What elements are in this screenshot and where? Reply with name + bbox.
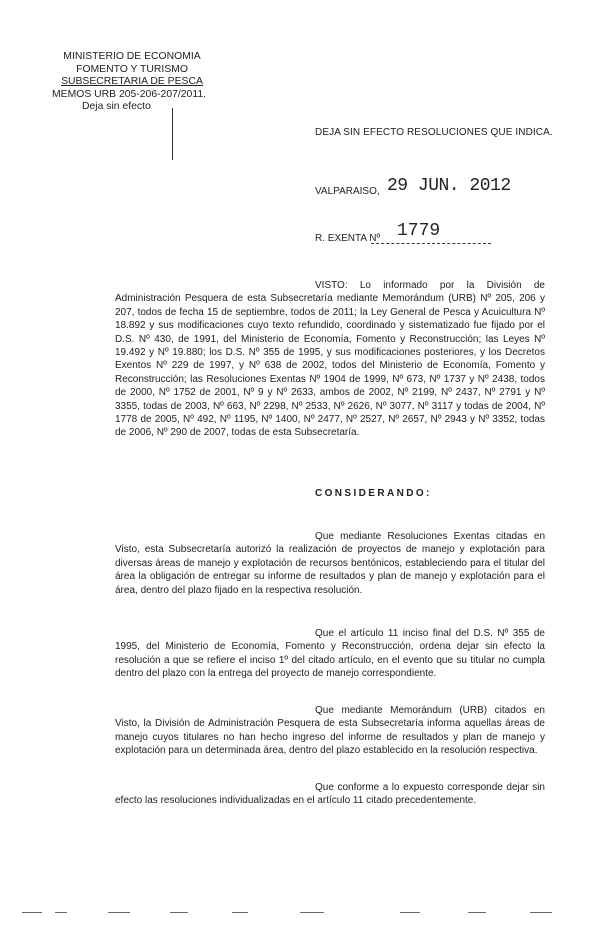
memo-note: Deja sin efecto [82, 101, 151, 113]
visto-paragraph: VISTO: Lo informado por la División de Administración Pesquera de esta Subsecretaría mediante Memorándum (URB) Nº 205, 206 y 207, todos de fecha 15 de septiembre, todos de 2011; la Ley General de Pesca y Acuicultura Nº 18.892 y sus modificaciones cuyo texto refundido, coordinado y sistematizado fue fijado por el D.S. Nº 430, de 1991, del Ministerio de Economía, Fomento y Reconstrucción; las Leyes Nº 19.492 y Nº 19.880; los D.S. Nº 355 de 1995, y sus modificaciones posteriores, y los Decretos Exentos Nº 229 de 1997, y Nº 638 de 2002, todos del Ministerio de Economía, Fomento y Reconstrucción; las Resoluciones Exentas Nº 1904 de 1999, Nº 673, Nº 1737 y Nº 2438, todos de 2000, Nº 1752 de 2001, Nº 9 y Nº 2633, ambos de 2002, Nº 2199, Nº 2437, Nº 2791 y Nº 3355, todas de 2003, Nº 663, Nº 2298, Nº 2533, Nº 2626, Nº 3077, Nº 3117 y todas de 2004, Nº 1778 de 2005, Nº 492, Nº 1195, Nº 1400, Nº 2477, Nº 2527, Nº 2657, Nº 2943 y Nº 3352, todas de 2006, Nº 290 de 2007, todas de esta Subsecretaría. [115, 280, 545, 439]
footer-scan-mark [232, 912, 248, 913]
footer-scan-mark [400, 912, 420, 913]
letterhead [52, 51, 212, 114]
considerando-heading: CONSIDERANDO: [315, 488, 432, 499]
ministry-subtitle: FOMENTO Y TURISMO [76, 63, 188, 75]
date-stamp: 29 JUN. 2012 [387, 176, 511, 196]
considerando-paragraph-3: Que mediante Memorándum (URB) citados en Visto, la División de Administración Pesquera de esta Subsecretaría informa aquellas áreas de manejo cuyos titulares no han hecho ingreso del informe de resultados y plan de manejo y explotación para un determinada área, dentro del plazo establecido en la resolución respectiva. [115, 705, 545, 757]
considerando-paragraph-4: Que conforme a lo expuesto corresponde dejar sin efecto las resoluciones individualizadas en el artículo 11 citado precedentemente. [115, 782, 545, 807]
considerando-paragraph-1: Que mediante Resoluciones Exentas citadas en Visto, esta Subsecretaría autorizó la realización de proyectos de manejo y explotación para diversas áreas de manejo y explotación de recursos bentónicos, estableciendo para el titular del área la obligación de entregar su informe de resultados y plan de manejo y explotación para el área, dentro del plazo fijado en la respectiva resolución. [115, 531, 545, 596]
resolution-number: 1779 [397, 221, 441, 241]
footer-scan-mark [300, 912, 324, 913]
footer-scan-mark [108, 912, 130, 913]
ministry-name: MINISTERIO DE ECONOMIA [63, 51, 201, 62]
footer-scan-mark [55, 912, 67, 913]
document-subject: DEJA SIN EFECTO RESOLUCIONES QUE INDICA. [315, 127, 553, 138]
footer-scan-mark [530, 912, 552, 913]
subsecretaria-name: SUBSECRETARIA DE PESCA [61, 76, 203, 88]
margin-mark-line [172, 108, 173, 160]
date-label: VALPARAISO, [315, 186, 380, 197]
footer-scan-mark [468, 912, 486, 913]
resolution-number-line [371, 243, 491, 244]
footer-scan-mark [170, 912, 188, 913]
considerando-paragraph-2: Que el artículo 11 inciso final del D.S. Nº 355 de 1995, del Ministerio de Economía, Fomento y Reconstrucción, ordena dejar sin efecto la resolución a que se refiere el inciso 1º del citado artículo, en el evento que su titular no cumpla dentro del plazo con la entrega del proyecto de manejo correspondiente. [115, 628, 545, 680]
footer-scan-mark [22, 912, 42, 913]
memo-reference: MEMOS URB 205-206-207/2011. [52, 88, 207, 100]
resolution-label: R. EXENTA Nº [315, 233, 381, 244]
